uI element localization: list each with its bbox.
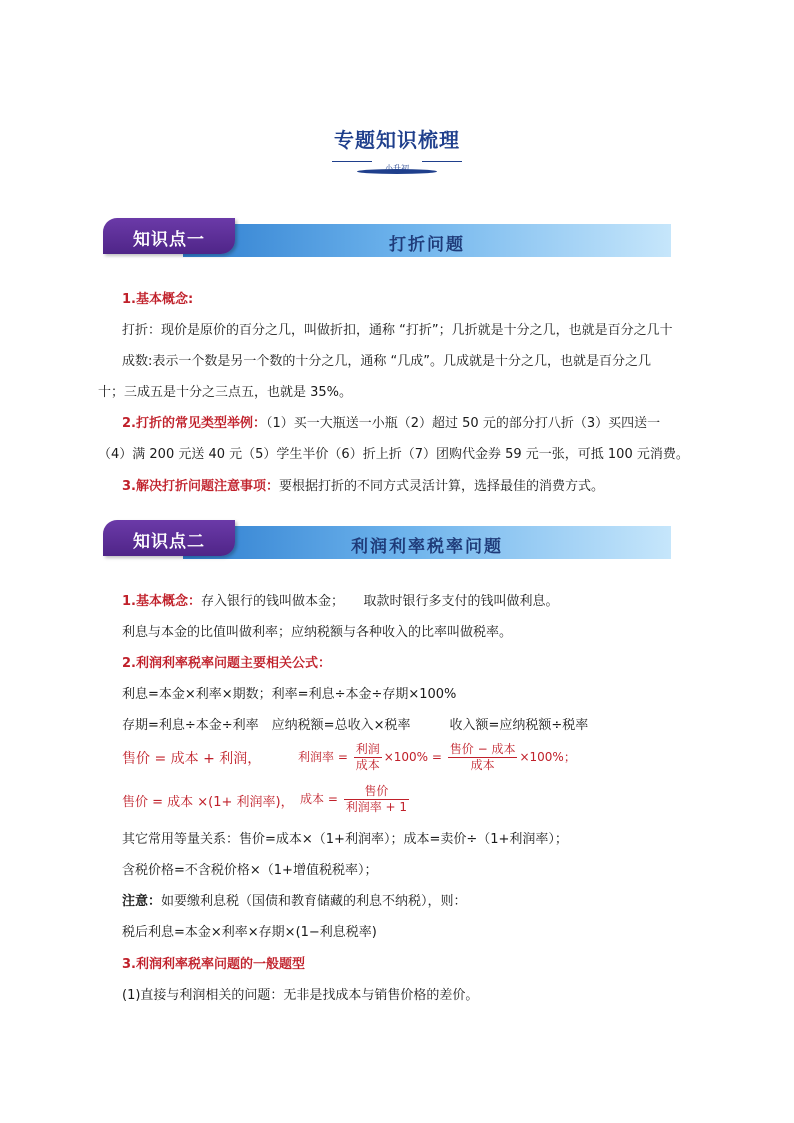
- s2-note-text: 如要缴利息税（国债和教育储藏的利息不纳税），则：: [161, 894, 467, 909]
- section2-title: 利润利率税率问题: [351, 537, 503, 557]
- section2-banner: [103, 520, 671, 560]
- s1-notes-text: 要根据打折的不同方式灵活计算，选择最佳的消费方式。: [278, 479, 604, 494]
- s2-formula-cost: [300, 784, 411, 815]
- s1-notes-line: [122, 478, 604, 496]
- section1-banner: [103, 218, 671, 258]
- s2-note-line: [122, 893, 467, 911]
- s2-fraction2-denominator: 成本: [470, 758, 495, 772]
- s2-formula-price-rate: 售价 = 成本 ×(1+ 利润率)，: [122, 795, 294, 810]
- section2-tab: [103, 520, 235, 556]
- s1-basic-concept-heading: 1.基本概念:: [122, 292, 194, 307]
- page-title: 专题知识梳理: [334, 128, 460, 152]
- s2-cost-numerator: 售价: [344, 784, 409, 800]
- s2-profit-rate-fraction1: [354, 742, 382, 773]
- s2-note-label: 注意：: [122, 894, 162, 909]
- page-subtitle: 小升初: [385, 164, 409, 173]
- s2-fraction1-denominator: 成本: [355, 758, 380, 772]
- subtitle-row: [332, 156, 462, 173]
- s2-cost-denominator: 利润率 + 1: [345, 800, 408, 814]
- section1-tab: [103, 218, 235, 254]
- s2-question-types-heading: 3.利润利率税率问题的一般题型: [122, 957, 305, 972]
- s1-types-heading: 2.打折的常见类型举例：: [122, 416, 266, 431]
- s2-formula-profit-rate: [298, 742, 576, 773]
- s1-chengshu-definition: 成数:表示一个数是另一个数的十分之几，通称 “几成”。几成就是十分之几，也就是百分之几: [122, 354, 651, 369]
- s2-formula-price: 售价 = 成本 + 利润，: [122, 751, 262, 767]
- s1-chengshu-definition-cont: 十；三成五是十分之三点五，也就是 35%。: [98, 385, 353, 400]
- s2-formulas-heading: 2.利润利率税率问题主要相关公式：: [122, 656, 331, 671]
- s2-rate-definition: 利息与本金的比值叫做利率；应纳税额与各种收入的比率叫做税率。: [122, 625, 513, 640]
- s1-types-text: （1）买一大瓶送一小瓶（2）超过 50 元的部分打八折（3）买四送一: [265, 416, 661, 431]
- section2-title-bar: [183, 526, 671, 559]
- s1-types-line2: （4）满 200 元送 40 元（5）学生半价（6）折上折（7）团购代金券 59 元一张，可抵 100 元消费。: [98, 447, 689, 462]
- section1-title-bar: [183, 224, 671, 257]
- s2-formula-interest: 利息=本金×利率×期数；利率=利息÷本金÷存期×100%: [122, 687, 457, 702]
- s2-basic-concept-heading: 1.基本概念：: [122, 594, 201, 609]
- s2-profit-rate-lhs: 利润率 =: [298, 750, 348, 764]
- s2-basic-concept-text: 存入银行的钱叫做本金； 取款时银行多支付的钱叫做利息。: [200, 594, 559, 609]
- s2-profit-rate-tail: ×100%；: [519, 750, 576, 764]
- s1-notes-heading: 3.解决打折问题注意事项：: [122, 479, 279, 494]
- s2-cost-lhs: 成本 =: [300, 792, 338, 806]
- s2-profit-rate-mid: ×100% =: [383, 750, 442, 764]
- section2-tab-label: 知识点二: [133, 532, 205, 552]
- page-header: [0, 124, 794, 174]
- subtitle-rule-left: [332, 161, 372, 162]
- s2-formula-period-tax: 存期=利息÷本金÷利率 应纳税额=总收入×税率 收入额=应纳税额÷税率: [122, 718, 589, 733]
- subtitle-rule-right: [422, 161, 462, 162]
- section1-tab-label: 知识点一: [133, 230, 205, 250]
- s2-equivalences: 其它常用等量关系：售价=成本×（1+利润率）；成本=卖价÷（1+利润率）；: [122, 832, 568, 847]
- s2-cost-fraction: [344, 784, 409, 815]
- s2-profit-rate-fraction2: [448, 742, 518, 773]
- s2-question-type-1: (1)直接与利润相关的问题：无非是找成本与销售价格的差价。: [122, 988, 479, 1003]
- s2-after-tax-interest: 税后利息=本金×利率×存期×(1−利息税率): [122, 925, 377, 940]
- s2-basic-concept-line: [122, 593, 559, 611]
- s1-discount-definition: 打折：现价是原价的百分之几，叫做折扣，通称 “打折”；几折就是十分之几，也就是百分之几十: [122, 323, 673, 338]
- s1-types-line1: [122, 415, 660, 433]
- section1-title: 打折问题: [389, 235, 465, 255]
- s2-fraction1-numerator: 利润: [355, 742, 380, 756]
- s2-tax-inclusive-price: 含税价格=不含税价格×（1+增值税税率）；: [122, 863, 378, 878]
- s2-fraction2-numerator: 售价 − 成本: [449, 742, 516, 756]
